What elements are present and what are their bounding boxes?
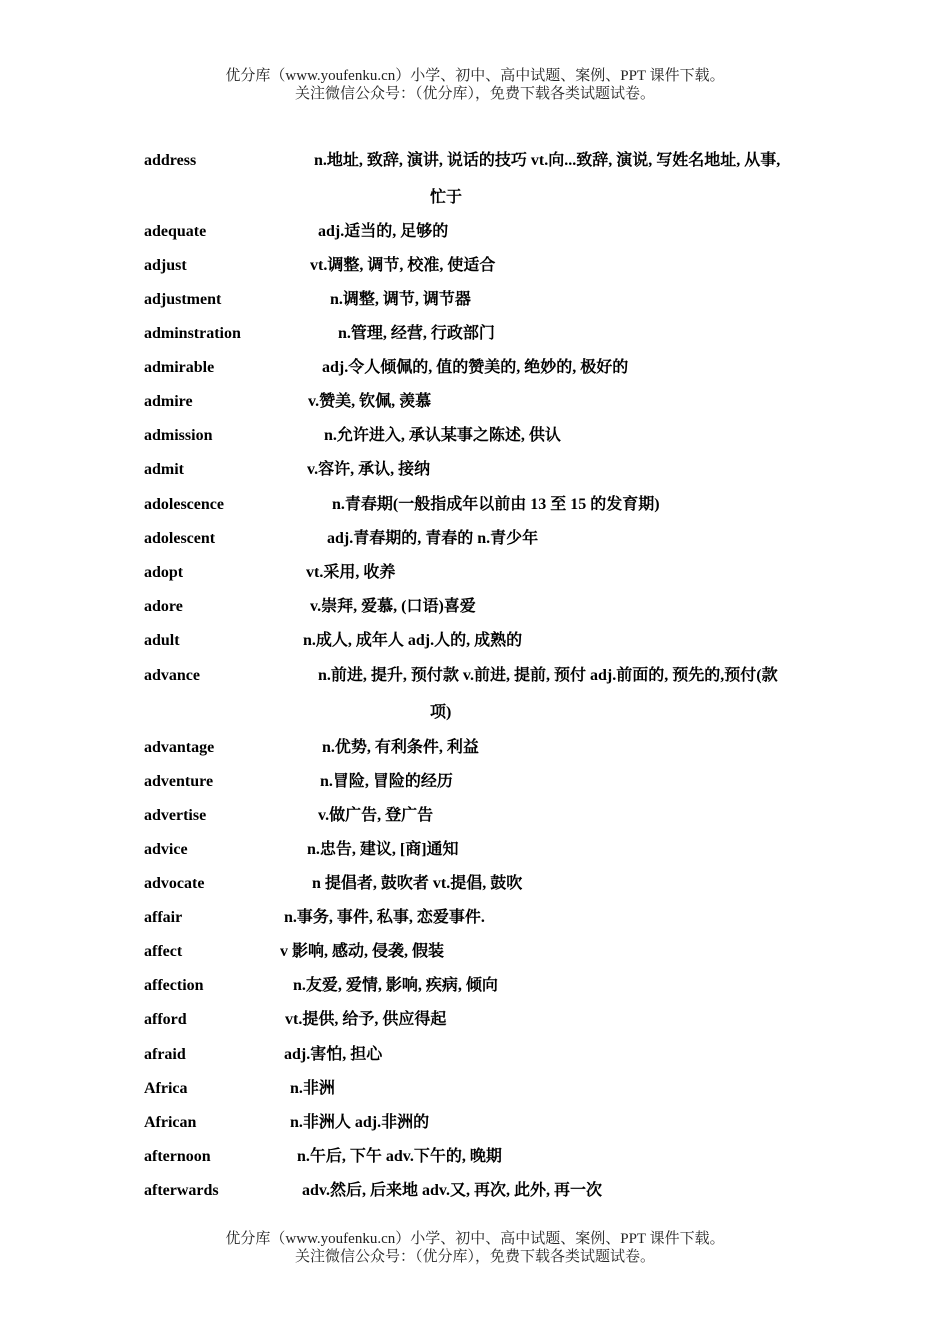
entry-word: advertise (144, 807, 207, 824)
entry-definition: v 影响, 感动, 侵袭, 假装 (280, 943, 445, 960)
page-footer (0, 1230, 950, 1266)
vocab-entry (0, 289, 950, 311)
entry-definition: n.前进, 提升, 预付款 v.前进, 提前, 预付 adj.前面的, 预先的,预付(款 (318, 667, 778, 684)
entry-definition: n.忠告, 建议, [商]通知 (307, 841, 459, 858)
entry-word: adore (144, 598, 183, 615)
entry-word: adjust (144, 257, 187, 274)
entry-word: African (144, 1114, 197, 1131)
vocab-entry (0, 665, 950, 687)
entry-definition: adj.适当的, 足够的 (318, 223, 449, 240)
entry-word: address (144, 152, 197, 169)
entry-word: adminstration (144, 325, 241, 342)
entry-word: advantage (144, 739, 215, 756)
entry-definition: n 提倡者, 鼓吹者 vt.提倡, 鼓吹 (312, 875, 523, 892)
entry-word: adult (144, 632, 180, 649)
entry-word: adventure (144, 773, 214, 790)
entry-definition: adj.害怕, 担心 (284, 1046, 383, 1063)
entry-word: advocate (144, 875, 205, 892)
entry-definition: n.友爱, 爱情, 影响, 疾病, 倾向 (293, 977, 498, 994)
vocab-entry (0, 839, 950, 861)
entry-definition: n.事务, 事件, 私事, 恋爱事件. (284, 909, 485, 926)
entry-definition: n.管理, 经营, 行政部门 (338, 325, 495, 342)
vocab-entry (0, 975, 950, 997)
entry-word: admire (144, 393, 193, 410)
definition-wrap-text: 项) (430, 704, 452, 721)
vocab-entry (0, 1146, 950, 1168)
entry-word: admirable (144, 359, 215, 376)
vocab-entry (0, 941, 950, 963)
vocab-entry (0, 150, 950, 172)
vocab-entry (0, 630, 950, 652)
vocab-entry (0, 357, 950, 379)
entry-word: afford (144, 1011, 187, 1028)
entry-definition: adj.青春期的, 青春的 n.青少年 (327, 530, 539, 547)
entry-definition: n.非洲 (290, 1080, 335, 1097)
vocab-entry (0, 873, 950, 895)
entry-definition: n.非洲人 adj.非洲的 (290, 1114, 430, 1131)
entry-definition-continuation (0, 702, 950, 724)
entry-definition: adj.令人倾佩的, 值的赞美的, 绝妙的, 极好的 (322, 359, 629, 376)
entry-word: adolescent (144, 530, 216, 547)
vocab-entry (0, 255, 950, 277)
entry-definition: n.地址, 致辞, 演讲, 说话的技巧 vt.向...致辞, 演说, 写姓名地址, 从事, (314, 152, 781, 169)
entry-definition: v.容许, 承认, 接纳 (307, 461, 431, 478)
entry-definition-continuation (0, 187, 950, 209)
header-line-1: 优分库（www.youfenku.cn）小学、初中、高中试题、案例、PPT 课件下载。 (225, 68, 725, 84)
entry-definition: n.优势, 有利条件, 利益 (322, 739, 479, 756)
vocab-entry (0, 459, 950, 481)
footer-line-2: 关注微信公众号：（优分库），免费下载各类试题试卷。 (294, 1249, 655, 1265)
vocab-entry (0, 1044, 950, 1066)
entry-definition: n.调整, 调节, 调节器 (330, 291, 471, 308)
entry-definition: n.冒险, 冒险的经历 (320, 773, 453, 790)
footer-line-1: 优分库（www.youfenku.cn）小学、初中、高中试题、案例、PPT 课件下载。 (225, 1231, 725, 1247)
entry-definition: adv.然后, 后来地 adv.又, 再次, 此外, 再一次 (302, 1182, 603, 1199)
vocab-entry (0, 562, 950, 584)
definition-wrap-text: 忙于 (430, 189, 463, 206)
entry-word: Africa (144, 1080, 188, 1097)
entry-word: affection (144, 977, 204, 994)
entry-definition: vt.采用, 收养 (306, 564, 396, 581)
entry-definition: v.崇拜, 爱慕, (口语)喜爱 (310, 598, 476, 615)
entry-word: afterwards (144, 1182, 219, 1199)
entry-definition: v.赞美, 钦佩, 羡慕 (308, 393, 432, 410)
vocab-entry (0, 1078, 950, 1100)
vocab-entry (0, 391, 950, 413)
vocab-entry (0, 494, 950, 516)
entry-word: afternoon (144, 1148, 211, 1165)
entry-definition: n.午后, 下午 adv.下午的, 晚期 (297, 1148, 502, 1165)
vocab-entry (0, 323, 950, 345)
entry-word: advance (144, 667, 200, 684)
vocab-entry (0, 221, 950, 243)
entry-word: adopt (144, 564, 184, 581)
entry-word: adjustment (144, 291, 222, 308)
entry-word: advice (144, 841, 188, 858)
entry-definition: n.允许进入, 承认某事之陈述, 供认 (324, 427, 561, 444)
entry-word: adequate (144, 223, 207, 240)
vocab-entry (0, 1112, 950, 1134)
entry-word: affect (144, 943, 183, 960)
entry-word: admission (144, 427, 213, 444)
entry-word: admit (144, 461, 184, 478)
vocab-entry (0, 737, 950, 759)
entry-definition: v.做广告, 登广告 (318, 807, 434, 824)
vocab-entry (0, 805, 950, 827)
entry-definition: n.青春期(一般指成年以前由 13 至 15 的发育期) (332, 496, 660, 513)
vocab-entry (0, 907, 950, 929)
vocab-entry (0, 771, 950, 793)
vocab-entry (0, 596, 950, 618)
vocab-entry (0, 425, 950, 447)
entry-definition: vt.调整, 调节, 校准, 使适合 (310, 257, 496, 274)
vocab-entry (0, 1009, 950, 1031)
entry-definition: vt.提供, 给予, 供应得起 (285, 1011, 447, 1028)
vocab-entry (0, 1180, 950, 1202)
header-line-2: 关注微信公众号：（优分库），免费下载各类试题试卷。 (294, 86, 655, 102)
entry-word: adolescence (144, 496, 224, 513)
page-header (0, 67, 950, 103)
entry-definition: n.成人, 成年人 adj.人的, 成熟的 (303, 632, 523, 649)
entry-word: afraid (144, 1046, 186, 1063)
vocab-entry (0, 528, 950, 550)
entry-word: affair (144, 909, 183, 926)
